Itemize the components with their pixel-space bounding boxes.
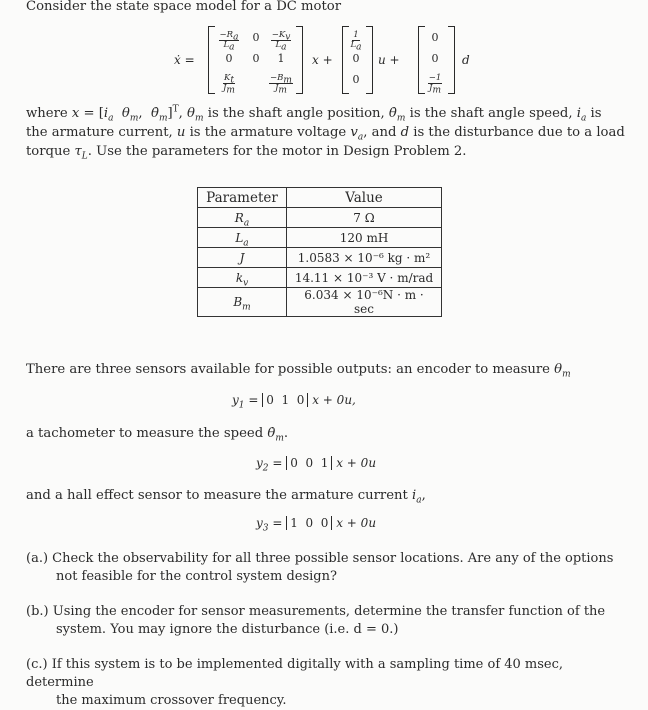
value-cell: 14.11 × 10⁻³ V · m/rad — [287, 268, 442, 288]
question-a: (a.) Check the observability for all three possible sensor locations. Are any of the options not feasible for the control system design? — [26, 551, 614, 584]
table-header-row — [198, 188, 442, 208]
intro-text: Consider the state space model for a DC motor — [26, 0, 342, 14]
value-cell: 1.0583 × 10⁻⁶ kg · m² — [287, 248, 442, 268]
param-cell: $k_v$ — [198, 268, 287, 288]
param-cell: J — [198, 248, 287, 268]
table-row — [198, 228, 442, 248]
where-paragraph: where $x = [i_a$ $\theta_m$, $\thetȧ_m]^T$, $\theta_m$ is the shaft angle position, $\thetȧ_m$ is the shaft angle speed, $i_a$ is the armature current, u is the armature voltage $v_a$, and d is the disturbance due to a load torque $\tau_L$. Use the parameters for the motor in Design Problem 2. — [26, 104, 631, 161]
where-line3: torque $\tau_L$. Use the parameters for the motor in Design Problem 2. — [26, 144, 467, 162]
question-c: (c.) If this system is to be implemented digitally with a sampling time of 40 msec, determine the maximum crossover frequency. — [26, 657, 564, 708]
header-parameter: Parameter — [198, 188, 287, 208]
y2-equation: $y_2 = 0$ 0 1 x + 0u — [256, 456, 377, 474]
sensors-intro: There are three sensors available for possible outputs: an encoder to measure $\theta_m$ — [26, 362, 571, 380]
table-row — [198, 288, 442, 317]
where-line2: the armature current, u is the armature voltage $v_a$, and d is the disturbance due to a load — [26, 125, 625, 143]
value-cell: 120 mH — [287, 228, 442, 248]
state-space-equation: ẋ = $\frac{-R_a}{L_a}$ 0 $\frac{-K_v}{L_a}$ 0 0 1 $\frac{K_t}{J_m}$ $\frac{-B_m}{J_m}$ x + $\frac{1}{L_a}$ 0 0 u + 0 0 $\frac{-1}{J_m}$ d — [0, 20, 648, 98]
parameter-table — [197, 187, 442, 317]
disturbance-d: d — [462, 53, 470, 67]
header-value: Value — [287, 188, 442, 208]
param-cell: $B_m$ — [198, 288, 287, 317]
y1-equation: $y_1 = 0$ 1 0 x + 0u, — [232, 393, 356, 411]
question-b: (b.) Using the encoder for sensor measurements, determine the transfer function of the system. You may ignore the disturbance (i.e. d = 0.) — [26, 604, 606, 637]
y3-equation: $y_3 = 1$ 0 0 x + 0u — [256, 516, 377, 534]
tachometer-text: a tachometer to measure the speed $\thetȧ_m$. — [26, 426, 289, 444]
table-row — [198, 208, 442, 228]
value-cell: 7 Ω — [287, 208, 442, 228]
hall-sensor-text: and a hall effect sensor to measure the armature current $i_a$, — [26, 488, 426, 506]
u-plus: u + — [378, 53, 400, 67]
param-cell: $L_a$ — [198, 228, 287, 248]
equation-lhs: ẋ = — [174, 53, 195, 67]
value-cell: 6.034 × 10⁻⁶N · m · sec — [287, 288, 442, 317]
table-row — [198, 268, 442, 288]
x-plus: x + — [312, 53, 333, 67]
table-row — [198, 248, 442, 268]
param-cell: $R_a$ — [198, 208, 287, 228]
